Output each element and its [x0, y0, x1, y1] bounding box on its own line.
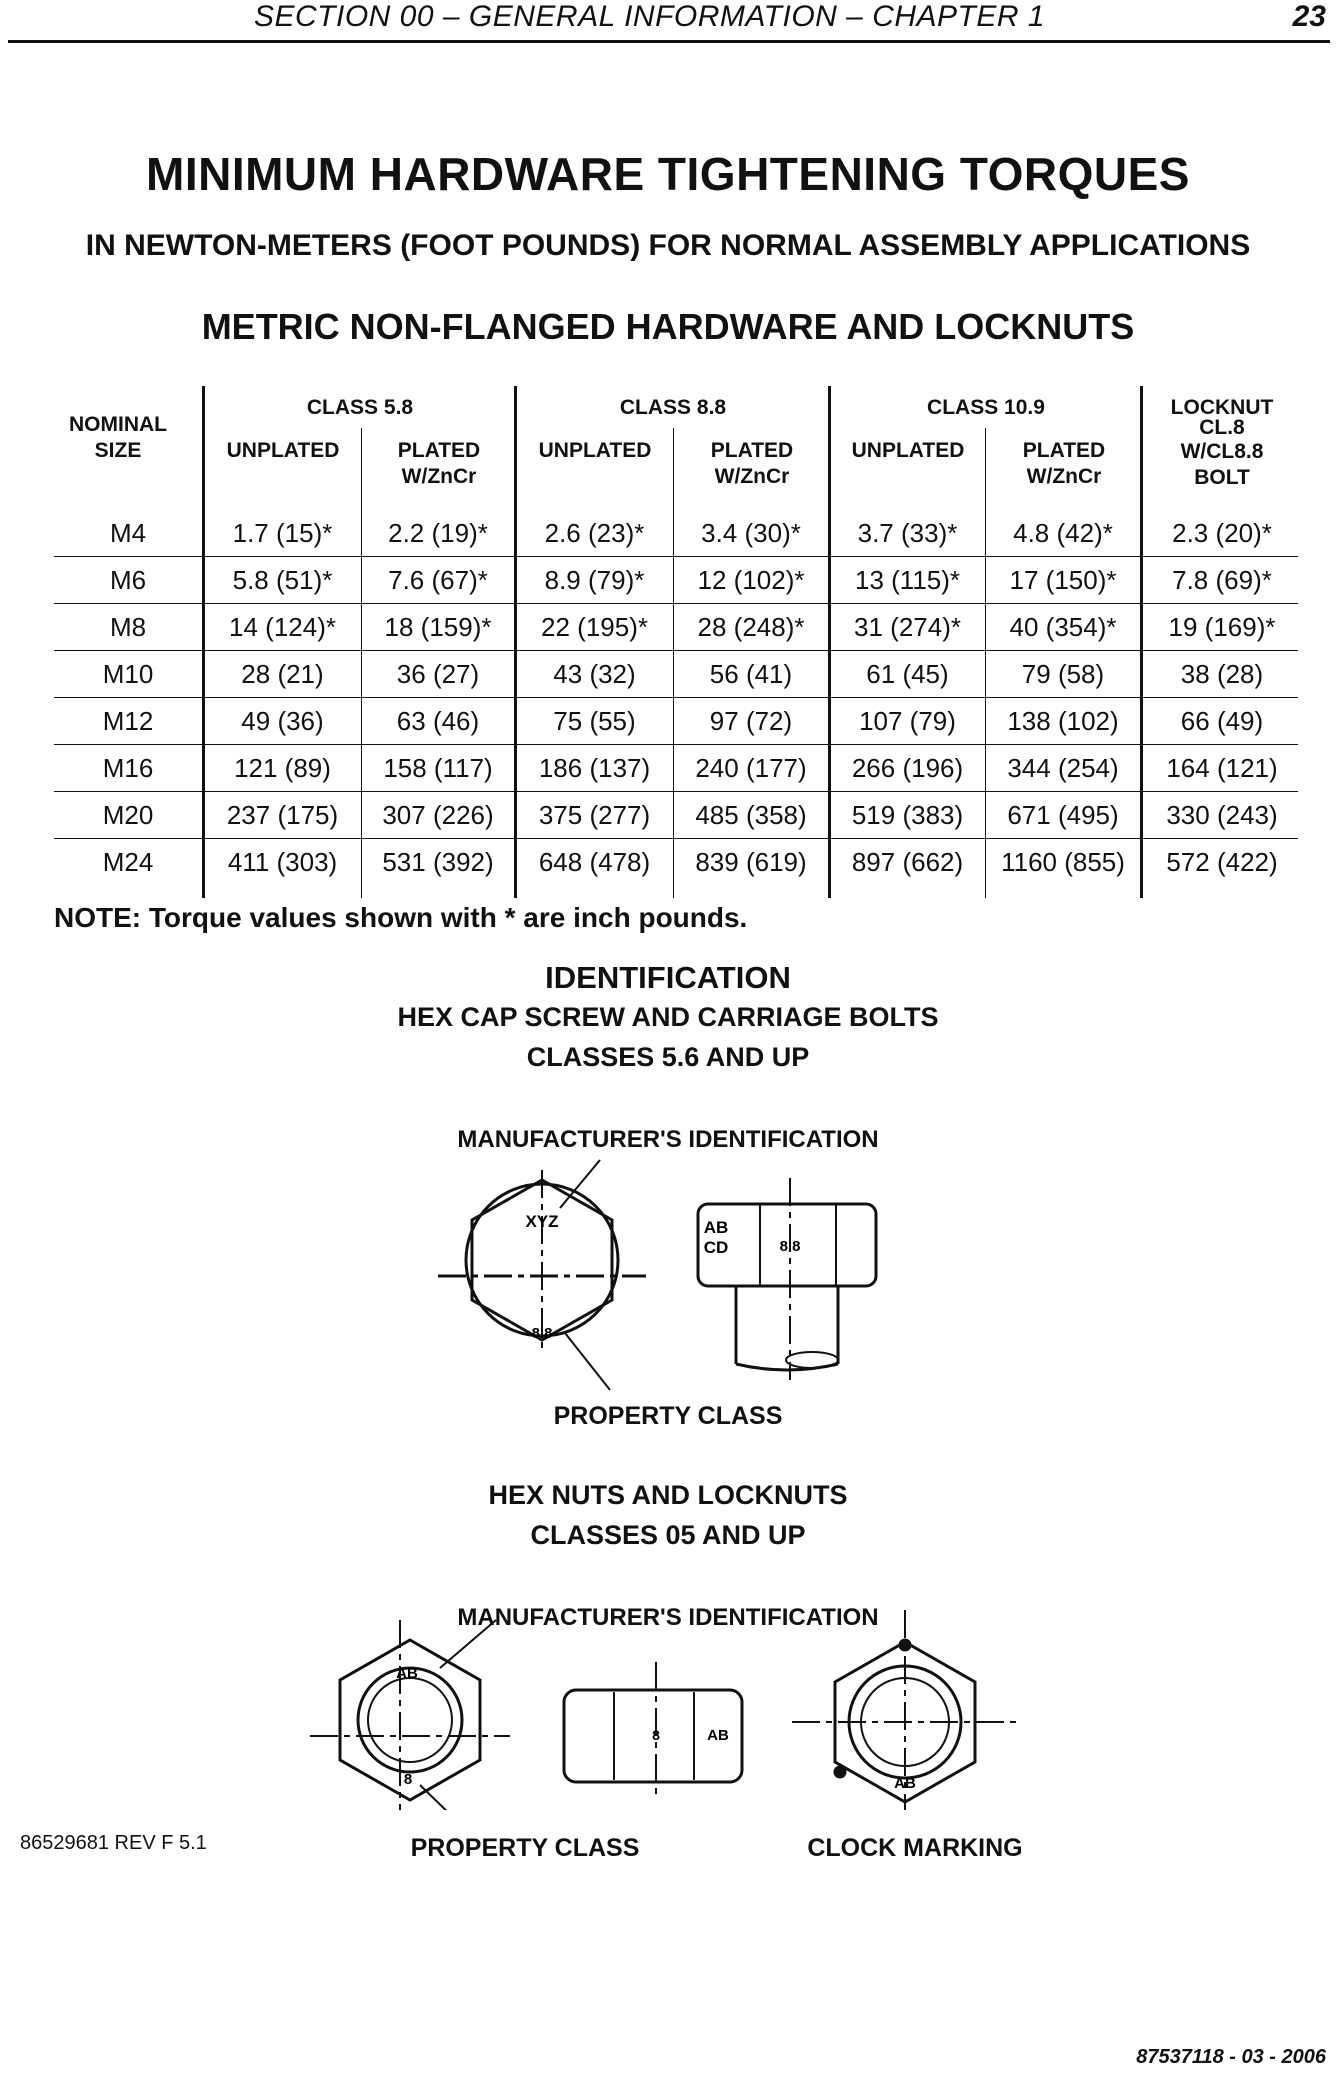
torque-cell: 31 (274)*: [854, 612, 961, 642]
plated-line: W/ZnCr: [714, 465, 790, 488]
torque-cell: 307 (226): [382, 800, 494, 830]
nominal-size-header: [54, 412, 182, 464]
torque-cell: 1160 (855): [1001, 847, 1125, 877]
locknut-mark: AB: [894, 1775, 916, 1792]
table-title: METRIC NON-FLANGED HARDWARE AND LOCKNUTS: [201, 306, 1135, 347]
page-title: MINIMUM HARDWARE TIGHTENING TORQUES: [146, 148, 1190, 200]
nut-side-mark: AB: [707, 1727, 729, 1744]
nominal-size-cell: M16: [102, 753, 154, 783]
document-reference: 86529681 REV F 5.1: [20, 1832, 207, 1854]
nuts-heading: HEX NUTS AND LOCKNUTS: [488, 1480, 848, 1510]
torque-cell: 107 (79): [859, 706, 956, 736]
torque-cell: 8.9 (79)*: [544, 565, 645, 595]
torque-cell: 1.7 (15)*: [232, 518, 333, 548]
plated-line: PLATED: [710, 439, 794, 462]
torque-cell: 63 (46): [396, 706, 480, 736]
torque-cell: 121 (89): [234, 753, 331, 783]
manufacturer-id-label: MANUFACTURER'S IDENTIFICATION: [457, 1126, 879, 1153]
unplated-header: UNPLATED: [226, 439, 340, 462]
torque-cell: 164 (121): [1166, 753, 1278, 783]
torque-cell: 2.6 (23)*: [544, 518, 645, 548]
bolt-side-mark-2: CD: [703, 1238, 729, 1257]
torque-cell: 56 (41): [709, 659, 793, 689]
plated-header: [986, 438, 1142, 490]
torque-cell: 2.2 (19)*: [388, 518, 488, 548]
torque-cell: 344 (254): [1007, 753, 1119, 783]
bolt-head-top-view: [438, 1160, 646, 1390]
torque-cell: 38 (28): [1180, 659, 1264, 689]
nominal-size-cell: M4: [109, 518, 147, 548]
nut-side-class-mark: 8: [652, 1727, 660, 1743]
torque-cell: 240 (177): [695, 753, 807, 783]
class-5-8-header: CLASS 5.8: [306, 396, 414, 419]
locknut-line: BOLT: [1194, 466, 1250, 489]
plated-line: W/ZnCr: [401, 465, 477, 488]
torque-cell: 43 (32): [553, 659, 636, 689]
size-header-line: SIZE: [94, 439, 142, 462]
torque-cell: 7.6 (67)*: [388, 565, 488, 595]
nominal-size-cell: M12: [102, 706, 154, 736]
nominal-size-cell: M6: [109, 565, 147, 595]
plated-line: PLATED: [397, 439, 481, 462]
unplated-header: UNPLATED: [538, 439, 652, 462]
bolts-classes: CLASSES 5.6 AND UP: [526, 1042, 810, 1072]
plated-header: [362, 438, 516, 490]
torque-cell: 17 (150)*: [1009, 565, 1117, 595]
nut-mark: AB: [396, 1665, 418, 1682]
section-title: SECTION 00 – GENERAL INFORMATION – CHAPTER 1: [254, 0, 1046, 33]
property-class-label: PROPERTY CLASS: [553, 1402, 783, 1430]
torque-note: NOTE: Torque values shown with * are inch pounds.: [54, 902, 748, 933]
page-subtitle: IN NEWTON-METERS (FOOT POUNDS) FOR NORMAL ASSEMBLY APPLICATIONS: [85, 229, 1251, 262]
torque-cell: 138 (102): [1007, 706, 1119, 736]
torque-cell: 671 (495): [1007, 800, 1119, 830]
torque-cell: 18 (159)*: [384, 612, 492, 642]
torque-cell: 4.8 (42)*: [1013, 518, 1113, 548]
torque-cell: 79 (58): [1021, 659, 1105, 689]
bolt-drawing: [0, 1150, 1336, 1410]
torque-cell: 97 (72): [709, 706, 793, 736]
torque-cell: 158 (117): [383, 753, 493, 783]
bolts-heading: HEX CAP SCREW AND CARRIAGE BOLTS: [397, 1002, 939, 1032]
unplated-header: UNPLATED: [851, 439, 965, 462]
plated-line: W/ZnCr: [1026, 465, 1102, 488]
nominal-header-line: NOMINAL: [69, 413, 167, 436]
locknut-header: [1142, 395, 1302, 491]
torque-cell: 3.7 (33)*: [857, 518, 958, 548]
torque-cell: 75 (55): [553, 706, 636, 736]
nominal-size-cell: M8: [109, 612, 147, 642]
nuts-classes: CLASSES 05 AND UP: [530, 1520, 806, 1550]
torque-cell: 28 (21): [241, 659, 324, 689]
class-8-8-header: CLASS 8.8: [619, 396, 727, 419]
nut-class-mark: 8: [403, 1771, 413, 1788]
torque-cell: 36 (27): [396, 659, 480, 689]
clock-marking-label: CLOCK MARKING: [807, 1834, 1023, 1862]
torque-cell: 3.4 (30)*: [701, 518, 801, 548]
bolt-head-class-mark: 8.8: [531, 1325, 553, 1342]
locknut-line: W/CL8.8: [1180, 440, 1264, 463]
torque-cell: 7.8 (69)*: [1172, 565, 1272, 595]
torque-cell: 61 (45): [866, 659, 949, 689]
document-code: 87537118 - 03 - 2006: [1136, 2046, 1326, 2068]
torque-table: [0, 0, 1336, 920]
torque-cell: 485 (358): [695, 800, 807, 830]
torque-cell: 5.8 (51)*: [232, 565, 333, 595]
torque-cell: 12 (102)*: [697, 565, 805, 595]
plated-line: PLATED: [1022, 439, 1106, 462]
nut-drawing: [0, 1600, 1336, 1810]
torque-cell: 266 (196): [851, 753, 964, 783]
nominal-size-cell: M24: [102, 847, 154, 877]
class-10-9-header: CLASS 10.9: [927, 396, 1045, 419]
torque-cell: 330 (243): [1166, 800, 1278, 830]
plated-header: [674, 438, 830, 490]
torque-cell: 572 (422): [1166, 847, 1278, 877]
torque-cell: 519 (383): [851, 800, 964, 830]
bolt-side-mark-1: AB: [703, 1218, 729, 1237]
manufacturer-id-label: MANUFACTURER'S IDENTIFICATION: [457, 1604, 879, 1631]
torque-cell: 19 (169)*: [1168, 612, 1276, 642]
property-class-label: PROPERTY CLASS: [410, 1834, 640, 1862]
torque-cell: 411 (303): [227, 847, 338, 877]
torque-cell: 839 (619): [695, 847, 807, 877]
nominal-size-cell: M20: [102, 800, 154, 830]
torque-cell: 14 (124)*: [229, 612, 336, 642]
torque-cell: 40 (354)*: [1009, 612, 1117, 642]
torque-cell: 2.3 (20)*: [1172, 518, 1272, 548]
torque-cell: 66 (49): [1180, 706, 1264, 736]
torque-cell: 186 (137): [538, 753, 651, 783]
torque-cell: 13 (115)*: [854, 565, 961, 595]
torque-cell: 237 (175): [226, 800, 339, 830]
torque-cell: 49 (36): [241, 706, 324, 736]
torque-cell: 648 (478): [538, 847, 651, 877]
locknut-line: CL.8: [1199, 416, 1245, 439]
torque-cell: 897 (662): [851, 847, 964, 877]
torque-cell: 375 (277): [538, 800, 651, 830]
torque-cell: 22 (195)*: [541, 612, 648, 642]
bolt-side-view: [698, 1178, 876, 1380]
torque-cell: 28 (248)*: [697, 612, 805, 642]
page-number: 23: [1292, 0, 1326, 33]
identification-title: IDENTIFICATION: [545, 960, 791, 995]
bolt-side-class-mark: 8.8: [779, 1238, 801, 1255]
torque-cell: 531 (392): [382, 847, 494, 877]
locknut-line: LOCKNUT: [1170, 396, 1274, 419]
bolt-head-mark: XYZ: [525, 1212, 559, 1231]
nominal-size-cell: M10: [102, 659, 154, 689]
